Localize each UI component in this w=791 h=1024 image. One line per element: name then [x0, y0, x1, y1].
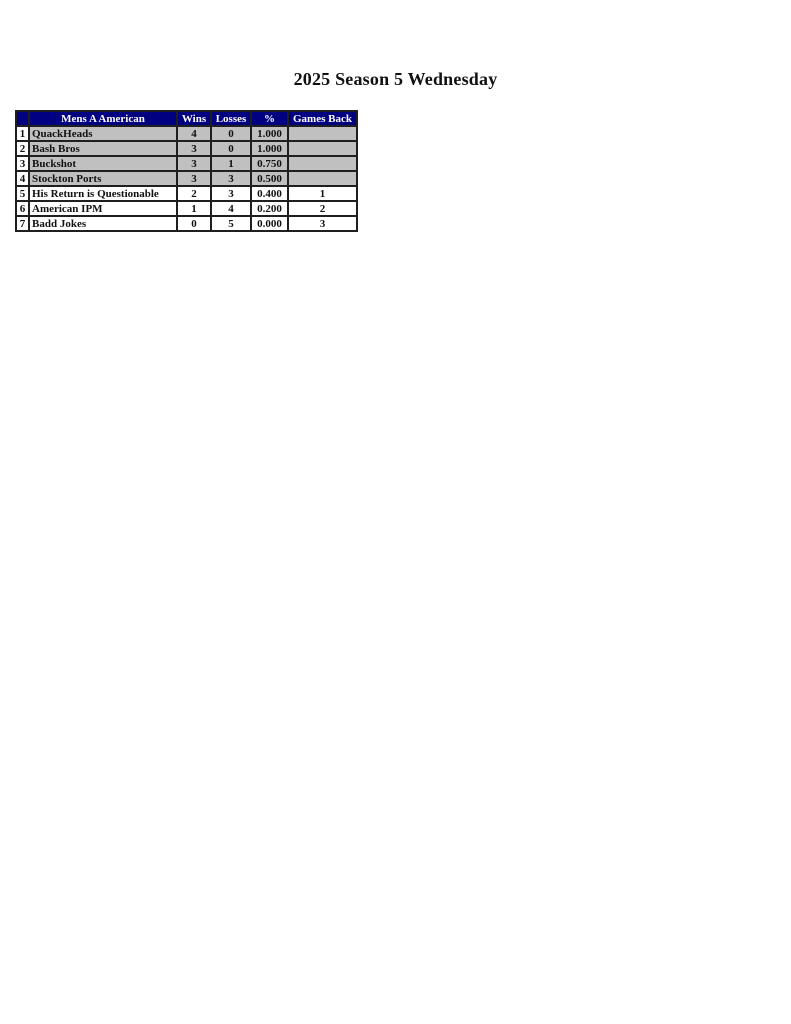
losses-cell: 4	[211, 201, 251, 216]
standings-body	[16, 126, 357, 231]
games-back-cell	[288, 171, 357, 186]
wins-cell: 3	[177, 141, 211, 156]
table-row	[16, 216, 357, 231]
wins-cell: 3	[177, 171, 211, 186]
wins-cell: 2	[177, 186, 211, 201]
standings-table	[15, 110, 358, 232]
table-row	[16, 126, 357, 141]
team-cell: His Return is Questionable	[29, 186, 177, 201]
losses-cell: 1	[211, 156, 251, 171]
header-row	[16, 111, 357, 126]
page-title: 2025 Season 5 Wednesday	[293, 69, 498, 89]
table-row	[16, 156, 357, 171]
pct-cell: 1.000	[251, 126, 288, 141]
rank-cell: 7	[16, 216, 29, 231]
table-row	[16, 186, 357, 201]
games-back-cell: 2	[288, 201, 357, 216]
rank-cell: 5	[16, 186, 29, 201]
pct-cell: 0.400	[251, 186, 288, 201]
col-header-games-back: Games Back	[288, 111, 357, 126]
col-header-losses: Losses	[211, 111, 251, 126]
rank-cell: 4	[16, 171, 29, 186]
games-back-cell: 3	[288, 216, 357, 231]
losses-cell: 3	[211, 171, 251, 186]
losses-cell: 0	[211, 126, 251, 141]
games-back-cell: 1	[288, 186, 357, 201]
pct-cell: 0.200	[251, 201, 288, 216]
team-cell: Bash Bros	[29, 141, 177, 156]
team-cell: QuackHeads	[29, 126, 177, 141]
pct-cell: 0.500	[251, 171, 288, 186]
wins-cell: 3	[177, 156, 211, 171]
losses-cell: 5	[211, 216, 251, 231]
col-header-pct: %	[251, 111, 288, 126]
wins-cell: 0	[177, 216, 211, 231]
rank-cell: 1	[16, 126, 29, 141]
games-back-cell	[288, 141, 357, 156]
team-cell: Stockton Ports	[29, 171, 177, 186]
team-cell: American IPM	[29, 201, 177, 216]
pct-cell: 0.750	[251, 156, 288, 171]
rank-cell: 6	[16, 201, 29, 216]
pct-cell: 1.000	[251, 141, 288, 156]
col-header-team: Mens A American	[29, 111, 177, 126]
rank-cell: 2	[16, 141, 29, 156]
team-cell: Buckshot	[29, 156, 177, 171]
losses-cell: 3	[211, 186, 251, 201]
games-back-cell	[288, 156, 357, 171]
col-header-rank	[16, 111, 29, 126]
table-row	[16, 171, 357, 186]
table-row	[16, 201, 357, 216]
team-cell: Badd Jokes	[29, 216, 177, 231]
table-row	[16, 141, 357, 156]
wins-cell: 4	[177, 126, 211, 141]
games-back-cell	[288, 126, 357, 141]
losses-cell: 0	[211, 141, 251, 156]
wins-cell: 1	[177, 201, 211, 216]
col-header-wins: Wins	[177, 111, 211, 126]
rank-cell: 3	[16, 156, 29, 171]
pct-cell: 0.000	[251, 216, 288, 231]
